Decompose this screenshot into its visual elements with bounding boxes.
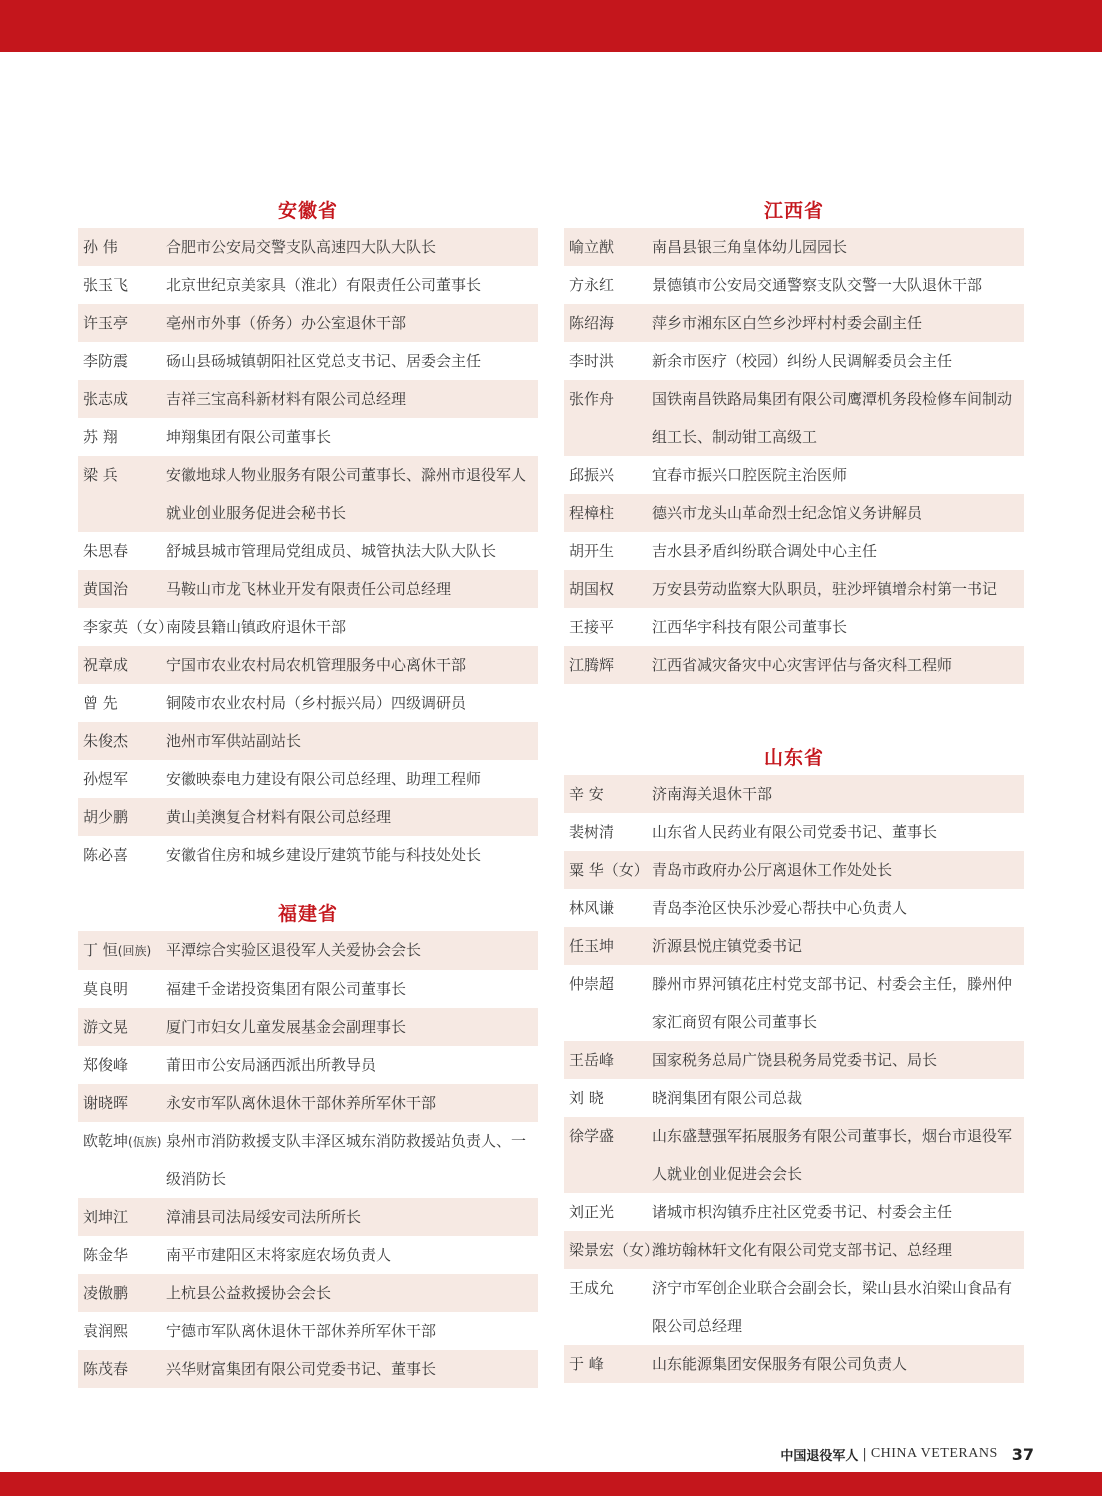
honoree-name-text: 凌傲鹏	[83, 1284, 129, 1302]
honoree-title: 济宁市军创企业联合会副会长，梁山县水泊梁山食品有限公司总经理	[652, 1279, 1013, 1335]
honoree-title: 萍乡市湘东区白竺乡沙坪村村委会副主任	[652, 314, 923, 332]
honoree-name	[78, 228, 166, 266]
honoree-name-text: 徐学盛	[569, 1127, 615, 1145]
honoree-row	[564, 1079, 1024, 1117]
honoree-title: 沂源县悦庄镇党委书记	[652, 937, 803, 955]
honoree-name-text: 喻立猷	[569, 238, 615, 256]
honoree-name	[564, 775, 652, 813]
honoree-name-text: 邱振兴	[569, 466, 615, 484]
honoree-row	[564, 927, 1024, 965]
honoree-name-text: 祝章成	[83, 656, 129, 674]
honoree-list	[78, 228, 538, 874]
ethnicity-tag: (回族)	[117, 944, 152, 958]
honoree-list	[564, 775, 1024, 1383]
section-shandong	[564, 741, 1024, 1383]
honoree-name-text: 黄国治	[83, 580, 129, 598]
honoree-title: 厦门市妇女儿童发展基金会副理事长	[166, 1018, 407, 1036]
honoree-row	[78, 684, 538, 722]
honoree-row	[564, 266, 1024, 304]
honoree-row	[78, 456, 538, 532]
honoree-title: 安徽地球人物业服务有限公司董事长、滁州市退役军人就业创业服务促进会秘书长	[166, 466, 527, 522]
honoree-title: 北京世纪京美家具（淮北）有限责任公司董事长	[166, 276, 482, 294]
honoree-row	[78, 532, 538, 570]
honoree-title: 泉州市消防救援支队丰泽区城东消防救援站负责人、一级消防长	[166, 1132, 527, 1188]
honoree-name-text: 方永红	[569, 276, 615, 294]
bottom-banner	[0, 1472, 1102, 1496]
honoree-name-text: 裴树清	[569, 823, 615, 841]
honoree-name-text: 梁 兵	[83, 466, 118, 484]
honoree-title: 马鞍山市龙飞林业开发有限责任公司总经理	[166, 580, 452, 598]
honoree-row	[78, 970, 538, 1008]
honoree-name-text: 胡国权	[569, 580, 615, 598]
honoree-name	[78, 1312, 166, 1350]
magazine-english-name: CHINA VETERANS	[870, 1446, 998, 1461]
honoree-title: 滕州市界河镇花庄村党支部书记、村委会主任，滕州仲家汇商贸有限公司董事长	[652, 975, 1013, 1031]
honoree-name	[564, 965, 652, 1003]
honoree-name-text: 王岳峰	[569, 1051, 615, 1069]
honoree-name-text: 刘坤江	[83, 1208, 129, 1226]
honoree-name-text: 孙 伟	[83, 238, 118, 256]
honoree-title: 亳州市外事（侨务）办公室退休干部	[166, 314, 407, 332]
honoree-title: 安徽映泰电力建设有限公司总经理、助理工程师	[166, 770, 482, 788]
honoree-name-text: 辛 安	[569, 785, 604, 803]
honoree-name-text: 丁 恒	[83, 941, 118, 959]
honoree-name	[78, 646, 166, 684]
honoree-title: 青岛李沧区快乐沙爱心帮扶中心负责人	[652, 899, 908, 917]
honoree-name-text: 江腾辉	[569, 656, 615, 674]
honoree-name-text: 许玉亭	[83, 314, 129, 332]
honoree-name	[564, 1117, 652, 1155]
honoree-title: 济南海关退休干部	[652, 785, 773, 803]
honoree-name	[564, 813, 652, 851]
honoree-row	[564, 380, 1024, 456]
honoree-name	[78, 570, 166, 608]
honoree-title: 舒城县城市管理局党组成员、城管执法大队大队长	[166, 542, 497, 560]
honoree-name-text: 欧乾坤	[83, 1132, 129, 1150]
honoree-name-text: 苏 翔	[83, 428, 118, 446]
honoree-name	[564, 456, 652, 494]
honoree-name-text: 孙煜军	[83, 770, 129, 788]
honoree-name	[564, 228, 652, 266]
honoree-row	[564, 1117, 1024, 1193]
honoree-name-text: 胡开生	[569, 542, 615, 560]
honoree-title: 国家税务总局广饶县税务局党委书记、局长	[652, 1051, 938, 1069]
honoree-name-text: 陈必喜	[83, 846, 129, 864]
honoree-title: 宜春市振兴口腔医院主治医师	[652, 466, 848, 484]
honoree-name-text: 郑俊峰	[83, 1056, 129, 1074]
honoree-row	[78, 380, 538, 418]
honoree-row	[564, 228, 1024, 266]
honoree-name	[564, 1345, 652, 1383]
honoree-row	[78, 1236, 538, 1274]
honoree-name	[564, 608, 652, 646]
honoree-name	[78, 456, 166, 494]
honoree-title: 池州市军供站副站长	[166, 732, 302, 750]
honoree-title: 德兴市龙头山革命烈士纪念馆义务讲解员	[652, 504, 923, 522]
honoree-name-text: 李防震	[83, 352, 129, 370]
honoree-name-text: 任玉坤	[569, 937, 615, 955]
honoree-name	[78, 684, 166, 722]
honoree-title: 安徽省住房和城乡建设厅建筑节能与科技处处长	[166, 846, 482, 864]
section-title: 安徽省	[277, 200, 338, 222]
honoree-row	[78, 722, 538, 760]
honoree-name-text: 梁景宏（女）	[569, 1241, 660, 1259]
honoree-row	[78, 1350, 538, 1388]
honoree-title: 吉水县矛盾纠纷联合调处中心主任	[652, 542, 878, 560]
honoree-title: 潍坊翰林轩文化有限公司党支部书记、总经理	[652, 1241, 953, 1259]
honoree-name	[78, 1274, 166, 1312]
honoree-title: 漳浦县司法局绥安司法所所长	[166, 1208, 362, 1226]
honoree-title: 晓润集团有限公司总裁	[652, 1089, 803, 1107]
honoree-row	[78, 1046, 538, 1084]
honoree-name	[564, 1079, 652, 1117]
honoree-name-text: 谢晓晖	[83, 1094, 129, 1112]
honoree-title: 景德镇市公安局交通警察支队交警一大队退休干部	[652, 276, 983, 294]
honoree-row	[78, 798, 538, 836]
honoree-row	[564, 775, 1024, 813]
honoree-title: 坤翔集团有限公司董事长	[166, 428, 332, 446]
honoree-name-text: 王接平	[569, 618, 615, 636]
honoree-name	[564, 927, 652, 965]
honoree-row	[564, 889, 1024, 927]
honoree-name	[564, 304, 652, 342]
honoree-title: 南昌县银三角皇体幼儿园园长	[652, 238, 848, 256]
honoree-name	[78, 380, 166, 418]
honoree-title: 宁国市农业农村局农机管理服务中心离休干部	[166, 656, 467, 674]
honoree-row	[564, 456, 1024, 494]
honoree-row	[564, 646, 1024, 684]
honoree-row	[78, 304, 538, 342]
honoree-row	[78, 418, 538, 456]
honoree-name-text: 仲崇超	[569, 975, 615, 993]
honoree-row	[78, 342, 538, 380]
honoree-row	[78, 760, 538, 798]
honoree-row	[564, 1041, 1024, 1079]
honoree-name	[564, 1269, 652, 1307]
honoree-name	[564, 889, 652, 927]
honoree-name	[78, 1122, 166, 1161]
honoree-row	[78, 836, 538, 874]
page-footer	[780, 1440, 1034, 1468]
honoree-name-text: 张作舟	[569, 390, 615, 408]
honoree-title: 莆田市公安局涵西派出所教导员	[166, 1056, 377, 1074]
honoree-row	[564, 304, 1024, 342]
honoree-row	[78, 1312, 538, 1350]
honoree-title: 永安市军队离休退休干部休养所军休干部	[166, 1094, 437, 1112]
honoree-title: 山东盛慧强军拓展服务有限公司董事长，烟台市退役军人就业创业促进会会长	[652, 1127, 1013, 1183]
honoree-name	[564, 1041, 652, 1079]
honoree-row	[564, 342, 1024, 380]
section-title: 福建省	[277, 903, 338, 925]
honoree-name-text: 刘正光	[569, 1203, 615, 1221]
honoree-row	[564, 851, 1024, 889]
honoree-name	[78, 266, 166, 304]
honoree-name-text: 张玉飞	[83, 276, 129, 294]
honoree-name-text: 陈茂春	[83, 1360, 129, 1378]
honoree-name	[78, 418, 166, 456]
honoree-name	[78, 1008, 166, 1046]
honoree-title: 江西省减灾备灾中心灾害评估与备灾科工程师	[652, 656, 953, 674]
honoree-name-text: 王成允	[569, 1279, 615, 1297]
honoree-name	[564, 1193, 652, 1231]
honoree-name-text: 李家英（女）	[83, 618, 174, 636]
honoree-title: 兴华财富集团有限公司党委书记、董事长	[166, 1360, 437, 1378]
honoree-row	[78, 1274, 538, 1312]
honoree-row	[78, 228, 538, 266]
honoree-name-text: 陈绍海	[569, 314, 615, 332]
honoree-name	[78, 760, 166, 798]
ethnicity-tag: (佤族)	[128, 1135, 162, 1149]
honoree-title: 合肥市公安局交警支队高速四大队大队长	[166, 238, 437, 256]
honoree-title: 山东省人民药业有限公司党委书记、董事长	[652, 823, 938, 841]
honoree-row	[564, 494, 1024, 532]
honoree-name	[78, 1084, 166, 1122]
honoree-name	[78, 836, 166, 874]
honoree-title: 万安县劳动监察大队职员，驻沙坪镇增佘村第一书记	[652, 580, 998, 598]
honoree-row	[78, 1008, 538, 1046]
honoree-name	[78, 1198, 166, 1236]
honoree-name	[78, 798, 166, 836]
honoree-name-text: 游文晃	[83, 1018, 129, 1036]
honoree-title: 吉祥三宝高科新材料有限公司总经理	[166, 390, 407, 408]
honoree-row	[564, 1231, 1024, 1269]
section-jiangxi	[564, 194, 1024, 684]
honoree-name-text: 袁润熙	[83, 1322, 129, 1340]
honoree-name-text: 莫良明	[83, 980, 129, 998]
honoree-list	[78, 931, 538, 1388]
honoree-title: 上杭县公益救援协会会长	[166, 1284, 332, 1302]
honoree-name-text: 于 峰	[569, 1355, 604, 1373]
honoree-name-text: 林风谦	[569, 899, 615, 917]
honoree-title: 宁德市军队离休退休干部休养所军休干部	[166, 1322, 437, 1340]
top-banner	[0, 0, 1102, 52]
honoree-name-text: 朱俊杰	[83, 732, 129, 750]
honoree-row	[564, 532, 1024, 570]
honoree-row	[564, 608, 1024, 646]
honoree-name	[78, 931, 166, 970]
honoree-name	[564, 532, 652, 570]
honoree-title: 铜陵市农业农村局（乡村振兴局）四级调研员	[166, 694, 467, 712]
honoree-row	[564, 813, 1024, 851]
honoree-row	[78, 1198, 538, 1236]
honoree-list	[564, 228, 1024, 684]
honoree-row	[78, 608, 538, 646]
section-title: 山东省	[763, 747, 824, 769]
honoree-row	[564, 1345, 1024, 1383]
section-fujian	[78, 897, 538, 1388]
honoree-name-text: 李时洪	[569, 352, 615, 370]
honoree-name	[564, 380, 652, 418]
honoree-name	[564, 646, 652, 684]
honoree-row	[564, 965, 1024, 1041]
honoree-name	[564, 851, 652, 889]
honoree-name-text: 粟 华（女）	[569, 861, 649, 879]
honoree-row	[564, 1269, 1024, 1345]
honoree-title: 诸城市枳沟镇乔庄社区党委书记、村委会主任	[652, 1203, 953, 1221]
honoree-name	[78, 1236, 166, 1274]
honoree-name-text: 张志成	[83, 390, 129, 408]
honoree-name	[564, 494, 652, 532]
honoree-row	[78, 931, 538, 970]
honoree-name	[78, 1046, 166, 1084]
honoree-name-text: 刘 晓	[569, 1089, 604, 1107]
magazine-name: 中国退役军人	[780, 1448, 859, 1464]
honoree-name	[564, 570, 652, 608]
honoree-title: 青岛市政府办公厅离退休工作处处长	[652, 861, 893, 879]
honoree-name-text: 曾 先	[83, 694, 118, 712]
honoree-title: 福建千金诺投资集团有限公司董事长	[166, 980, 407, 998]
honoree-name	[78, 722, 166, 760]
honoree-title: 山东能源集团安保服务有限公司负责人	[652, 1355, 908, 1373]
honoree-title: 砀山县砀城镇朝阳社区党总支书记、居委会主任	[166, 352, 482, 370]
honoree-title: 平潭综合实验区退役军人关爱协会会长	[166, 941, 422, 959]
honoree-title: 新余市医疗（校园）纠纷人民调解委员会主任	[652, 352, 953, 370]
honoree-name-text: 程樟柱	[569, 504, 615, 522]
honoree-name	[78, 970, 166, 1008]
honoree-title: 江西华宇科技有限公司董事长	[652, 618, 848, 636]
honoree-name	[78, 532, 166, 570]
honoree-row	[78, 570, 538, 608]
honoree-title: 国铁南昌铁路局集团有限公司鹰潭机务段检修车间制动组工长、制动钳工高级工	[652, 390, 1013, 446]
honoree-name	[78, 1350, 166, 1388]
honoree-row	[564, 570, 1024, 608]
honoree-name-text: 胡少鹏	[83, 808, 129, 826]
honoree-row	[78, 1084, 538, 1122]
section-title: 江西省	[763, 200, 824, 222]
honoree-name	[78, 304, 166, 342]
honoree-name	[564, 342, 652, 380]
honoree-row	[78, 1122, 538, 1198]
section-anhui	[78, 194, 538, 874]
honoree-row	[78, 646, 538, 684]
honoree-name-text: 朱思春	[83, 542, 129, 560]
honoree-title: 南平市建阳区末将家庭农场负责人	[166, 1246, 392, 1264]
honoree-row	[78, 266, 538, 304]
footer-separator: |	[862, 1446, 867, 1462]
page-number: 37	[1011, 1444, 1034, 1464]
honoree-name	[564, 266, 652, 304]
honoree-name	[78, 342, 166, 380]
honoree-title: 黄山美澳复合材料有限公司总经理	[166, 808, 392, 826]
honoree-name	[564, 1231, 660, 1269]
honoree-row	[564, 1193, 1024, 1231]
honoree-title: 南陵县籍山镇政府退休干部	[166, 618, 347, 636]
honoree-name	[78, 608, 174, 646]
honoree-name-text: 陈金华	[83, 1246, 129, 1264]
